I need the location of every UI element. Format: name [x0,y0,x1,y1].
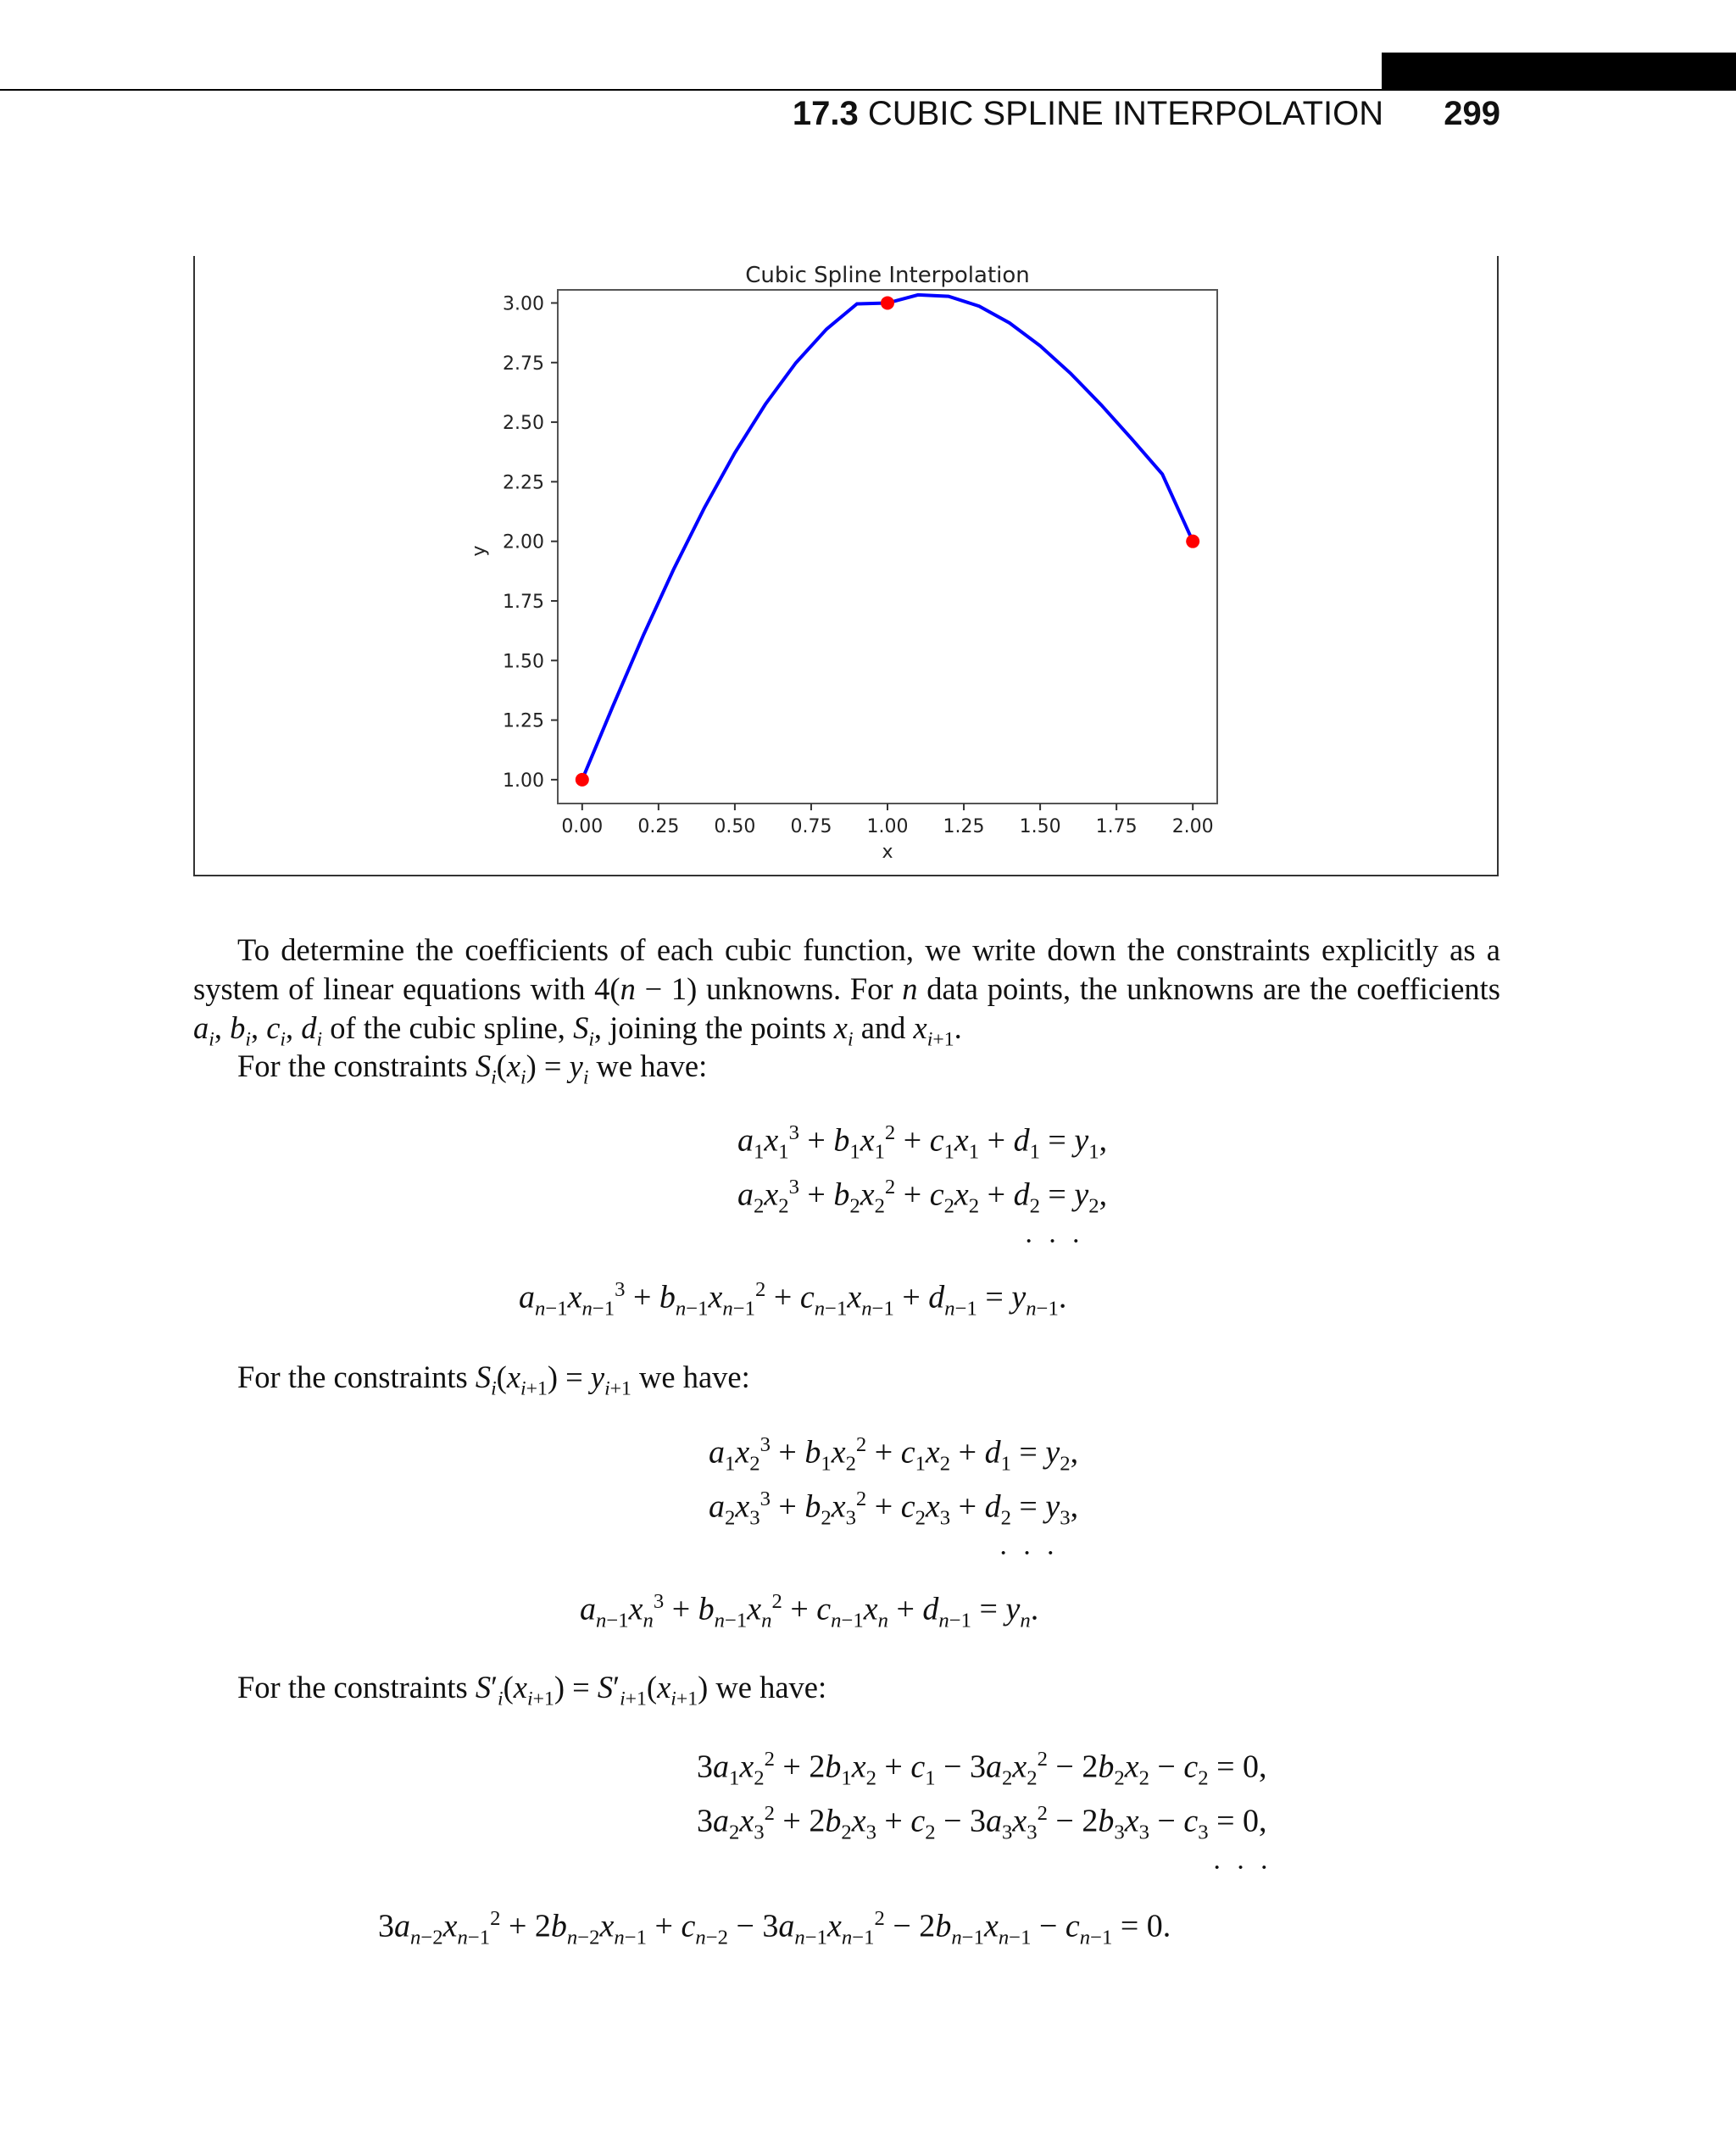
equation-1-1: $a_1x_1^3 + b_1x_1^2 + c_1x_1 + d_1 = y_1$, [737,1121,1108,1164]
x-ticks [561,804,1213,837]
constraint-lead-2: For the constraints $S_i(x_{i+1}) = y_{i+1}$ we have: [237,1360,750,1400]
x-tick-label: 0.25 [637,816,680,837]
x-tick-label: 1.50 [1019,816,1061,837]
ellipsis-2: · · · [999,1538,1059,1569]
ellipsis-3: · · · [1212,1852,1272,1883]
y-tick-label: 1.25 [503,710,544,732]
section-number: 17.3 [792,95,859,132]
spline-chart [195,256,1500,876]
body-paragraph: To determine the coefficients of each cubic function, we write down the constraints explicitly as a system of linear equations with 4(n − 1) unknowns. For n data points, the unknowns are the coefficients $a_i$, $b_i$, $c_i$, $d_i$ of the cubic spline, $S_i$, joining the points $x_i$ and $x_{i+1}$. [193,932,1500,1051]
equation-1-2: $a_2x_2^3 + b_2x_2^2 + c_2x_2 + d_2 = y_2$, [737,1176,1108,1218]
x-axis-label: x [882,842,893,863]
x-tick-label: 1.25 [943,816,985,837]
data-point [576,773,589,787]
y-tick-label: 2.25 [503,472,544,494]
equation-3-2: $3a_2x_3^2 + 2b_2x_3 + c_2 - 3a_3x_3^2 - 2b_3x_3 - c_3 = 0$, [697,1802,1267,1844]
plot-area [558,290,1217,804]
equation-2-2: $a_2x_3^3 + b_2x_3^2 + c_2x_3 + d_2 = y_3$, [709,1488,1079,1530]
y-axis-label: y [469,545,490,557]
header-rule [0,89,1736,91]
y-tick-label: 1.75 [503,591,544,613]
x-tick-label: 0.75 [790,816,832,837]
running-head [0,95,1500,133]
equation-3-1: $3a_1x_2^2 + 2b_1x_2 + c_1 - 3a_2x_2^2 - 2b_2x_2 - c_2 = 0$, [697,1748,1267,1790]
figure-frame [193,256,1499,876]
y-tick-label: 1.00 [503,770,544,792]
chart-title: Cubic Spline Interpolation [745,263,1030,288]
y-ticks [503,293,558,791]
header-black-bar [1382,53,1736,90]
x-tick-label: 1.00 [866,816,909,837]
y-tick-label: 2.00 [503,531,544,553]
equation-2-1: $a_1x_2^3 + b_1x_2^2 + c_1x_2 + d_1 = y_2$, [709,1433,1079,1476]
section-title: CUBIC SPLINE INTERPOLATION [867,95,1384,132]
equation-3-3: $3a_{n-2}x_{n-1}^2 + 2b_{n-2}x_{n-1} + c_{n-2} - 3a_{n-1}x_{n-1}^2 - 2b_{n-1}x_{n-1} - c_{n-1} = 0$. [378,1907,1171,1949]
equation-2-3: $a_{n-1}x_n^3 + b_{n-1}x_n^2 + c_{n-1}x_n + d_{n-1} = y_n$. [580,1590,1039,1632]
data-point [881,296,894,309]
page-number: 299 [1444,95,1500,132]
x-tick-label: 2.00 [1171,816,1214,837]
y-tick-label: 3.00 [503,293,544,315]
constraint-lead-1: For the constraints $S_i(x_i) = y_i$ we have: [237,1048,708,1089]
y-tick-label: 2.50 [503,413,544,435]
x-tick-label: 1.75 [1095,816,1138,837]
constraint-lead-3: For the constraints $S'_i(x_{i+1}) = S'_{i+1}(x_{i+1})$ we have: [237,1670,827,1710]
y-tick-label: 1.50 [503,651,544,673]
y-tick-label: 2.75 [503,353,544,375]
ellipsis-1: · · · [1024,1226,1084,1257]
equation-1-3: $a_{n-1}x_{n-1}^3 + b_{n-1}x_{n-1}^2 + c_{n-1}x_{n-1} + d_{n-1} = y_{n-1}$. [519,1278,1067,1321]
x-tick-label: 0.50 [714,816,756,837]
x-tick-label: 0.00 [561,816,604,837]
data-point [1186,535,1199,548]
